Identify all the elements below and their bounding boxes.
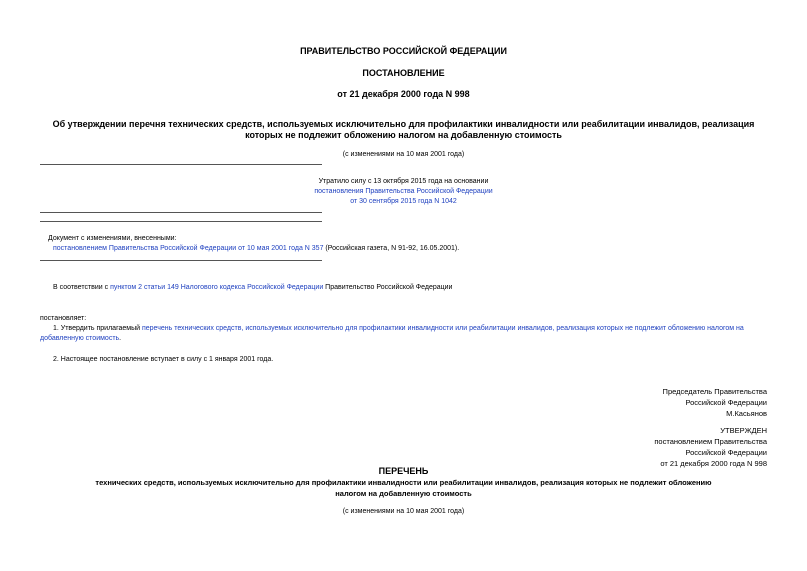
decree-item-1-end: . [119,335,122,342]
changes-line [53,245,459,252]
changes-source: (Российская газета, N 91-92, 16.05.2001). [323,245,460,252]
expired-decree-link[interactable]: постановления Правительства Российской Федерации [314,188,493,195]
approval-word: УТВЕРЖДЕН [720,426,767,435]
divider [40,212,322,213]
approval-block [654,425,767,469]
preamble-prefix: В соответствии с [53,284,111,291]
decree-item-2: 2. Настоящее постановление вступает в силу с 1 января 2001 года. [53,356,274,363]
doc-type-heading: ПОСТАНОВЛЕНИЕ [362,68,445,78]
changes-decree-link[interactable]: постановлением Правительства Российской Федерации от 10 мая 2001 года N 357 [53,245,324,252]
decree-item-1-prefix: 1. Утвердить прилагаемый [53,325,142,332]
decree-item-1-line1 [53,325,744,332]
list-link-part2[interactable]: добавленную стоимость [40,335,120,342]
document-title-line2: которых не подлежит обложению налогом на добавленную стоимость [245,130,562,140]
list-title-line2: налогом на добавленную стоимость [335,489,472,498]
signature-country: Российской Федерации [685,398,767,407]
divider [40,164,322,165]
doc-date-number: от 21 декабря 2000 года N 998 [337,89,470,99]
signature-name: М.Касьянов [726,409,767,418]
document-title-line1: Об утверждении перечня технических средств, используемых исключительно для профилактики инвалидности или реабилитации инвалидов, реализация [52,119,755,129]
preamble-suffix: Правительство Российской Федерации [323,284,453,291]
list-heading: ПЕРЕЧЕНЬ [378,466,429,476]
decree-word: постановляет: [40,315,87,322]
signature-block [663,386,767,419]
list-link-part1[interactable]: перечень технических средств, используемых исключительно для профилактики инвалидности или реабилитации инвалидов, реализация которых не подлежит обложению налогом на [141,325,744,332]
preamble [53,284,452,291]
approval-date: от 21 декабря 2000 года N 998 [660,459,767,468]
changes-intro: Документ с изменениями, внесенными: [48,235,177,242]
decree-item-1-line2 [40,335,121,342]
divider [40,221,322,222]
list-title-line1: технических средств, используемых исключительно для профилактики инвалидности или реабилитации инвалидов, реализация которых не подлежит обложению [95,478,712,487]
approval-decree: постановлением Правительства [654,437,767,446]
list-amendment-note: (с изменениями на 10 мая 2001 года) [342,508,465,515]
government-heading: ПРАВИТЕЛЬСТВО РОССИЙСКОЙ ФЕДЕРАЦИИ [300,46,507,56]
divider [40,260,322,261]
amendment-note: (с изменениями на 10 мая 2001 года) [342,151,465,158]
expired-decree-date-link[interactable]: от 30 сентября 2015 года N 1042 [350,198,457,205]
expired-note: Утратило силу с 13 октября 2015 года на основании [318,178,489,185]
approval-country: Российской Федерации [685,448,767,457]
signature-title: Председатель Правительства [662,387,767,396]
tax-code-link[interactable]: пунктом 2 статьи 149 Налогового кодекса Российской Федерации [110,284,324,291]
